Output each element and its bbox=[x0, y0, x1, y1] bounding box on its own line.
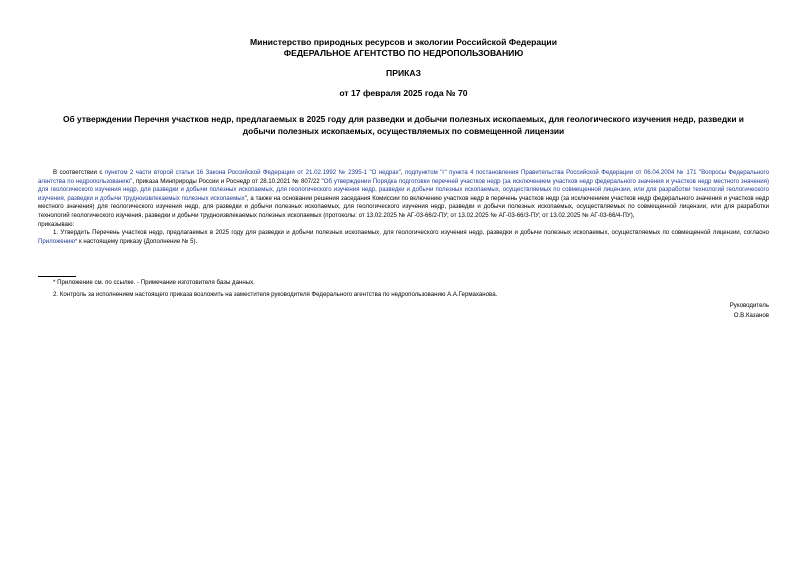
preamble-paragraph bbox=[38, 169, 769, 221]
document-type: ПРИКАЗ bbox=[386, 68, 421, 78]
footnote: * Приложение см. по ссылке. - Примечание изготовителя базы данных. bbox=[53, 279, 255, 286]
document-date-number: от 17 февраля 2025 года № 70 bbox=[339, 88, 468, 98]
item-1-paragraph bbox=[38, 229, 769, 246]
order-word: приказываю: bbox=[38, 220, 75, 228]
ministry-order-link[interactable]: Об утверждении Порядка подготовки перечней участков недр (за исключением участков недр федерального значения и участков недр местного значения) для геологического изучения недр, для разведки и добычи полезных ископаемых, для геологического изучения недр, разведки и добычи полезных ископаемых, осуществляемых по совмещенной лицензии, или для разработки технологий геологического изучения, разведки и добычи трудноизвлекаемых полезных ископаемых bbox=[38, 177, 769, 202]
document-title-line-1: Об утверждении Перечня участков недр, предлагаемых в 2025 году для разведки и добычи полезных ископаемых, для геологического изучения недр, разведки и bbox=[63, 114, 744, 124]
preamble-text-1: В соответствии с bbox=[53, 169, 105, 176]
document-title-line-2: добычи полезных ископаемых, осуществляемых по совмещенной лицензии bbox=[242, 125, 565, 136]
government-decree-link[interactable]: подпунктом "г" пункта 4 постановления Правительства Российской Федерации от 06.04.2004 № 171 "Вопросы Федерального агентства по недропользованию" bbox=[38, 169, 770, 185]
item-1-text-1: 1. Утвердить Перечень участков недр, предлагаемых в 2025 году для разведки и добычи полезных ископаемых, для геологического изучения недр, разведки и добычи полезных ископаемых, осуществляемых по совмещенной лицензии, согласно bbox=[53, 229, 769, 237]
preamble-text-3: , приказа Минприроды России и Роснедр от 28.10.2021 № 807/22 " bbox=[132, 177, 324, 185]
signatory-position: Руководитель bbox=[729, 302, 769, 309]
signatory-name: О.В.Казанов bbox=[733, 312, 769, 319]
preamble-text-2: , bbox=[400, 169, 405, 176]
ministry-name: Министерство природных ресурсов и экологии Российской Федерации bbox=[250, 37, 557, 47]
appendix-link[interactable]: Приложению* bbox=[38, 237, 78, 245]
document-title bbox=[34, 114, 773, 137]
law-reference-link[interactable]: пунктом 2 части второй статьи 16 Закона Российской Федерации от 21.02.1992 № 2395-1 "О недрах" bbox=[104, 169, 401, 176]
agency-name: ФЕДЕРАЛЬНОЕ АГЕНТСТВО ПО НЕДРОПОЛЬЗОВАНИЮ bbox=[283, 48, 524, 58]
item-2-paragraph: 2. Контроль за исполнением настоящего приказа возложить на заместителя руководителя Федерального агентства по недропользованию А.А.Гермаханова. bbox=[53, 291, 498, 298]
item-1-text-2: к настоящему приказу (Дополнение № 5). bbox=[77, 237, 198, 245]
preamble-text-4: ", а также на основании решения заседания Комиссии по включению участков недр в перечень участков недр (за исключением участков недр федерального значения и участков недр местного значения) для геологического изучения недр, для разведки и добычи полезных ископаемых, для геологического изучения недр, разведки и добычи полезных ископаемых, осуществляемых по совмещенной лицензии, или для разработки технологий геологического изучения, разведки и добычи трудноизвлекаемых полезных ископаемых (протоколы: от 13.02.2025 № АГ-03-66/2-ПУ; от 13.02.2025 № АГ-03-66/3-ПУ; от 13.02.2025 № АГ-03-66/4-ПУ), bbox=[38, 194, 769, 219]
footnote-divider bbox=[38, 276, 76, 277]
document-body bbox=[38, 169, 769, 246]
